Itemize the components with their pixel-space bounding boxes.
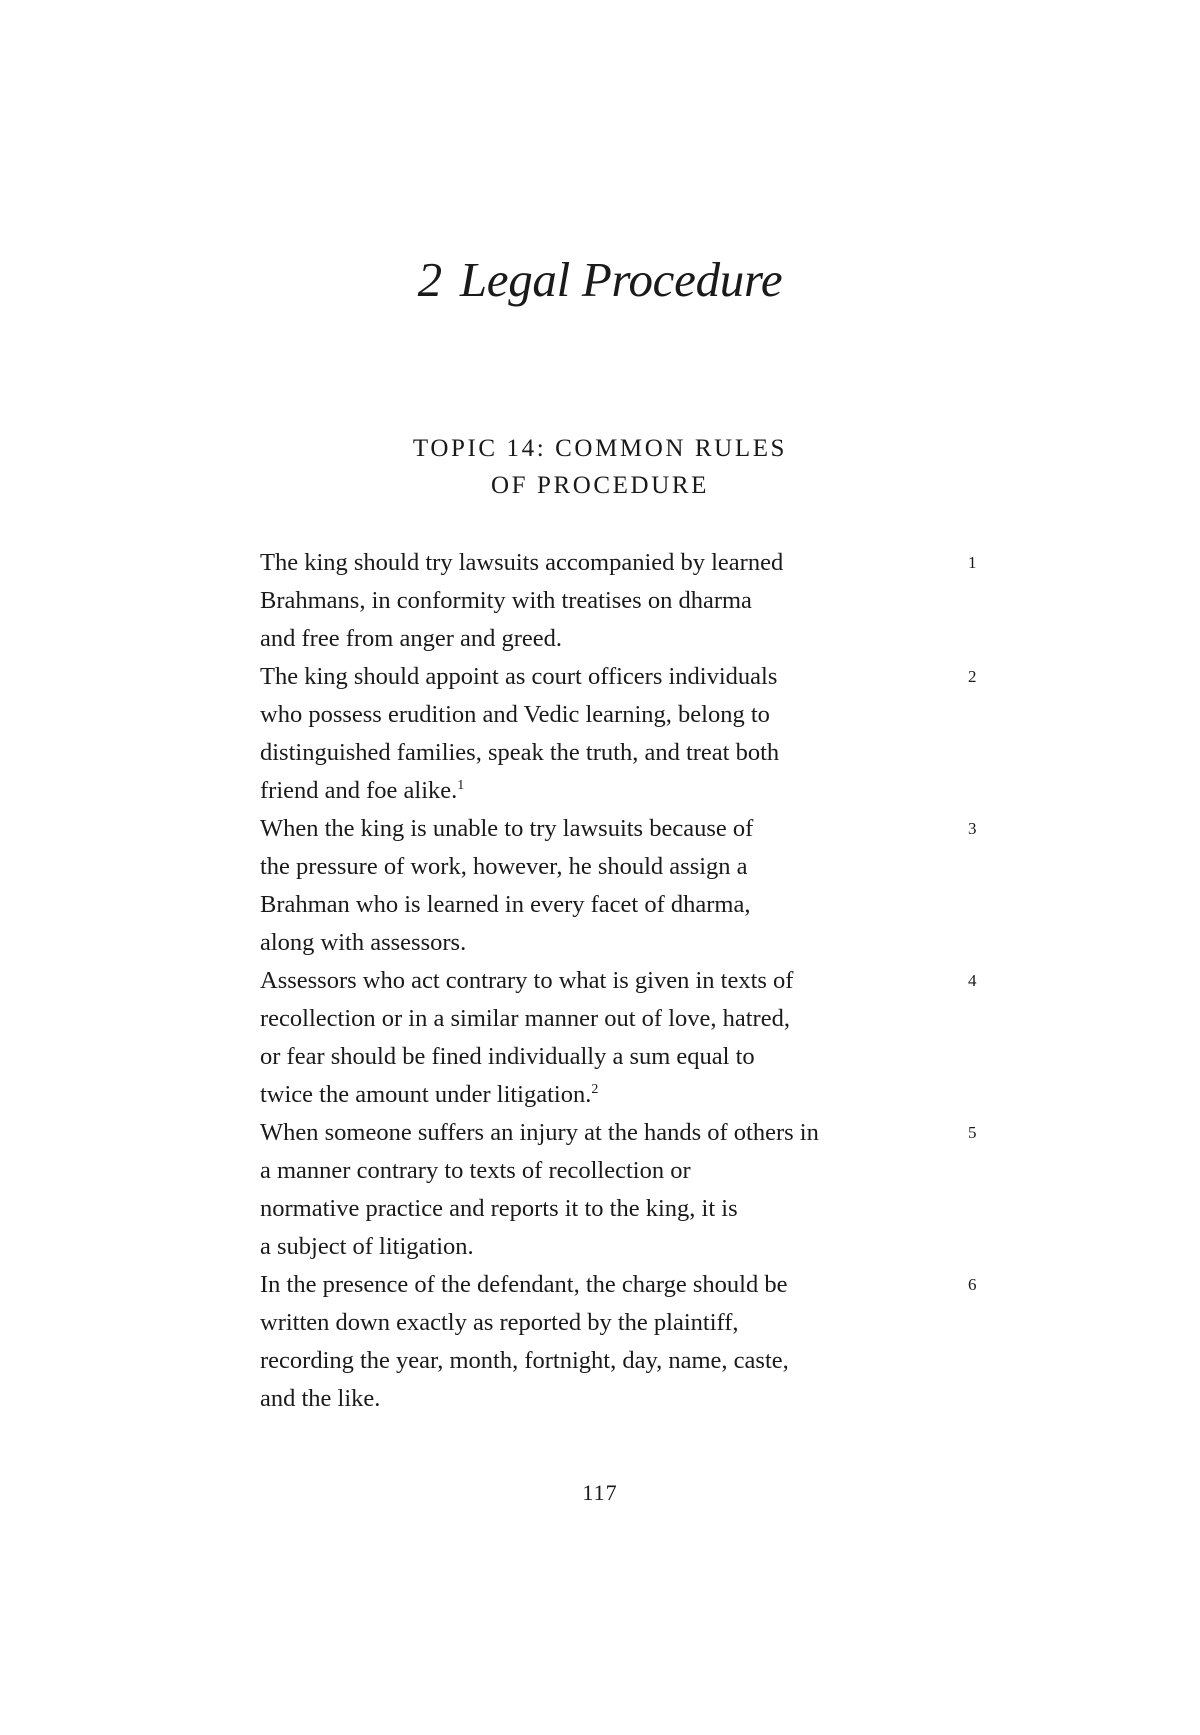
footnote-reference[interactable]: 1 [457, 777, 465, 793]
verse-line: The king should appoint as court officers individuals [260, 663, 778, 690]
verse-line: The king should try lawsuits accompanied by learned [260, 549, 784, 576]
verse-number: 5 [968, 1123, 977, 1142]
verse-number: 6 [968, 1275, 977, 1294]
chapter-number: 2 [417, 252, 442, 307]
chapter-title [0, 250, 1200, 310]
verse-line: When the king is unable to try lawsuits because of [260, 815, 754, 842]
verse-line: friend and foe alike.$^1$ [260, 777, 465, 804]
verse [260, 1114, 1003, 1266]
verse-line: the pressure of work, however, he should assign a [260, 853, 748, 880]
verse-line: a manner contrary to texts of recollection or [260, 1157, 691, 1184]
verse-line: a subject of litigation. [260, 1233, 474, 1260]
verse [260, 1266, 1003, 1418]
verse-line: recollection or in a similar manner out of love, hatred, [260, 1005, 790, 1032]
verse-line: who possess erudition and Vedic learning, belong to [260, 701, 770, 728]
verse-line: normative practice and reports it to the king, it is [260, 1195, 738, 1222]
verse-line: distinguished families, speak the truth, and treat both [260, 739, 780, 766]
verse-line: Brahmans, in conformity with treatises on dharma [260, 587, 752, 614]
topic-heading [0, 430, 1200, 504]
verse-number: 1 [968, 553, 977, 572]
verse [260, 544, 1003, 658]
topic-heading-line-1: TOPIC 14: COMMON RULES [412, 435, 788, 462]
page-number: 117 [582, 1480, 618, 1505]
verse-number: 4 [968, 971, 977, 990]
verse-number: 2 [968, 667, 977, 686]
verse-line: In the presence of the defendant, the charge should be [260, 1271, 788, 1298]
topic-heading-line-2: OF PROCEDURE [490, 472, 710, 499]
verse-list [260, 544, 980, 1418]
verse-line: and free from anger and greed. [260, 625, 563, 652]
verse-line: or fear should be fined individually a sum equal to [260, 1043, 755, 1070]
verse-line: along with assessors. [260, 929, 467, 956]
verse [260, 658, 1003, 810]
verse-line: recording the year, month, fortnight, day, name, caste, [260, 1347, 789, 1374]
verse-line: written down exactly as reported by the plaintiff, [260, 1309, 739, 1336]
verse-line: twice the amount under litigation.$^2$ [260, 1081, 599, 1108]
footnote-reference[interactable]: 2 [591, 1081, 599, 1097]
verse [260, 810, 1003, 962]
verse-number: 3 [968, 819, 977, 838]
verse-line: Brahman who is learned in every facet of dharma, [260, 891, 751, 918]
verse-line: Assessors who act contrary to what is given in texts of [260, 967, 794, 994]
chapter-title-text: Legal Procedure [459, 252, 783, 307]
verse-line: and the like. [260, 1385, 381, 1412]
verse-line: When someone suffers an injury at the hands of others in [260, 1119, 819, 1146]
verse [260, 962, 1003, 1114]
